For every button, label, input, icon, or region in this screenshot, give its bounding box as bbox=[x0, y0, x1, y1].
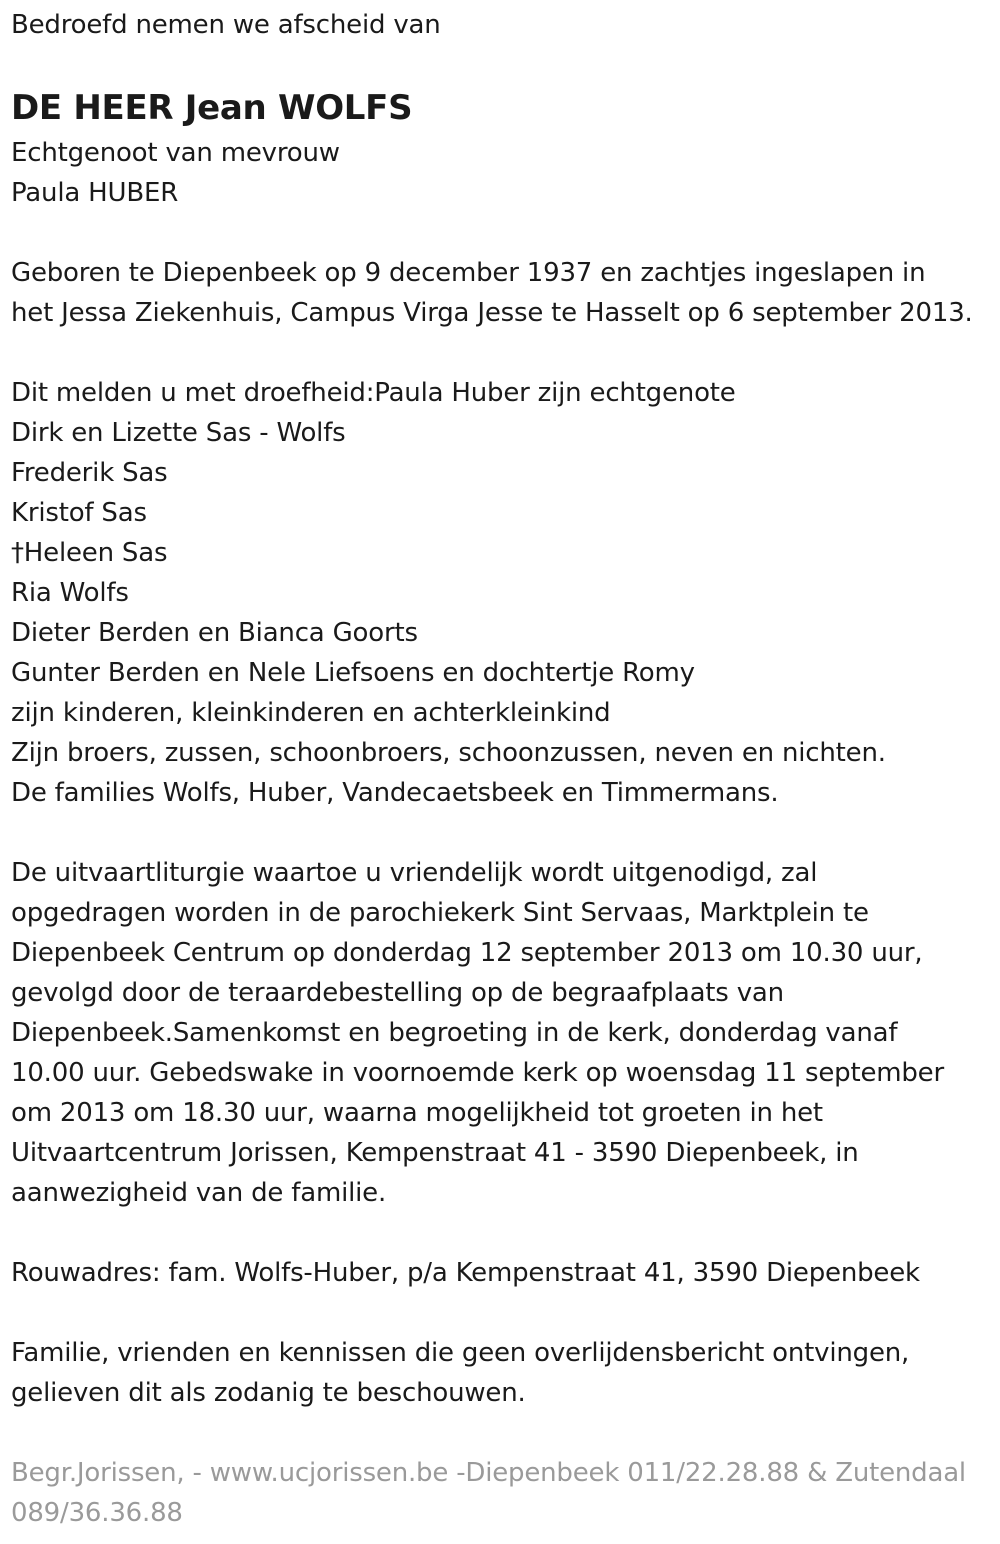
family-line: †Heleen Sas bbox=[11, 538, 168, 568]
spacer bbox=[11, 333, 1000, 373]
funeral-line: Uitvaartcentrum Jorissen, Kempenstraat 41 - 3590 Diepenbeek, in bbox=[11, 1138, 859, 1168]
family-line: zijn kinderen, kleinkinderen en achterkleinkind bbox=[11, 698, 611, 728]
birth-line: het Jessa Ziekenhuis, Campus Virga Jesse te Hasselt op 6 september 2013. bbox=[11, 298, 973, 328]
undertaker-footer bbox=[11, 1453, 991, 1533]
funeral-line: om 2013 om 18.30 uur, waarna mogelijkheid tot groeten in het bbox=[11, 1098, 823, 1128]
mourning-address: Rouwadres: fam. Wolfs-Huber, p/a Kempenstraat 41, 3590 Diepenbeek bbox=[11, 1258, 920, 1288]
intro-text: Bedroefd nemen we afscheid van bbox=[11, 10, 441, 40]
funeral-line: Diepenbeek Centrum op donderdag 12 september 2013 om 10.30 uur, bbox=[11, 938, 923, 968]
funeral-line: 10.00 uur. Gebedswake in voornoemde kerk op woensdag 11 september bbox=[11, 1058, 944, 1088]
spouse-line: Echtgenoot van mevrouw bbox=[11, 138, 340, 168]
funeral-details bbox=[11, 853, 1000, 1213]
family-line: Ria Wolfs bbox=[11, 578, 129, 608]
spouse-name: Paula HUBER bbox=[11, 178, 179, 208]
family-list bbox=[11, 373, 1000, 813]
spacer bbox=[11, 1293, 1000, 1333]
notice-line: gelieven dit als zodanig te beschouwen. bbox=[11, 1378, 526, 1408]
deceased-name: DE HEER Jean WOLFS bbox=[11, 88, 413, 128]
family-line: Dirk en Lizette Sas - Wolfs bbox=[11, 418, 346, 448]
birth-line: Geboren te Diepenbeek op 9 december 1937 en zachtjes ingeslapen in bbox=[11, 258, 926, 288]
spacer bbox=[11, 1413, 1000, 1453]
family-line: Zijn broers, zussen, schoonbroers, schoonzussen, neven en nichten. bbox=[11, 738, 886, 768]
family-line: Kristof Sas bbox=[11, 498, 147, 528]
family-line: Frederik Sas bbox=[11, 458, 168, 488]
spacer bbox=[11, 1213, 1000, 1253]
spacer bbox=[11, 213, 1000, 253]
funeral-line: opgedragen worden in de parochiekerk Sint Servaas, Marktplein te bbox=[11, 898, 869, 928]
family-line: Dieter Berden en Bianca Goorts bbox=[11, 618, 418, 648]
spacer bbox=[11, 813, 1000, 853]
family-line: De families Wolfs, Huber, Vandecaetsbeek en Timmermans. bbox=[11, 778, 779, 808]
notice-line: Familie, vrienden en kennissen die geen overlijdensbericht ontvingen, bbox=[11, 1338, 910, 1368]
funeral-line: aanwezigheid van de familie. bbox=[11, 1178, 387, 1208]
funeral-line: Diepenbeek.Samenkomst en begroeting in de kerk, donderdag vanaf bbox=[11, 1018, 898, 1048]
family-line: Gunter Berden en Nele Liefsoens en dochtertje Romy bbox=[11, 658, 695, 688]
funeral-line: gevolgd door de teraardebestelling op de begraafplaats van bbox=[11, 978, 784, 1008]
funeral-line: De uitvaartliturgie waartoe u vriendelijk wordt uitgenodigd, zal bbox=[11, 858, 818, 888]
family-line: Dit melden u met droefheid:Paula Huber zijn echtgenote bbox=[11, 378, 736, 408]
footer-line: 089/36.36.88 bbox=[11, 1498, 183, 1528]
footer-line: Begr.Jorissen, - www.ucjorissen.be -Diepenbeek 011/22.28.88 & Zutendaal bbox=[11, 1458, 966, 1488]
